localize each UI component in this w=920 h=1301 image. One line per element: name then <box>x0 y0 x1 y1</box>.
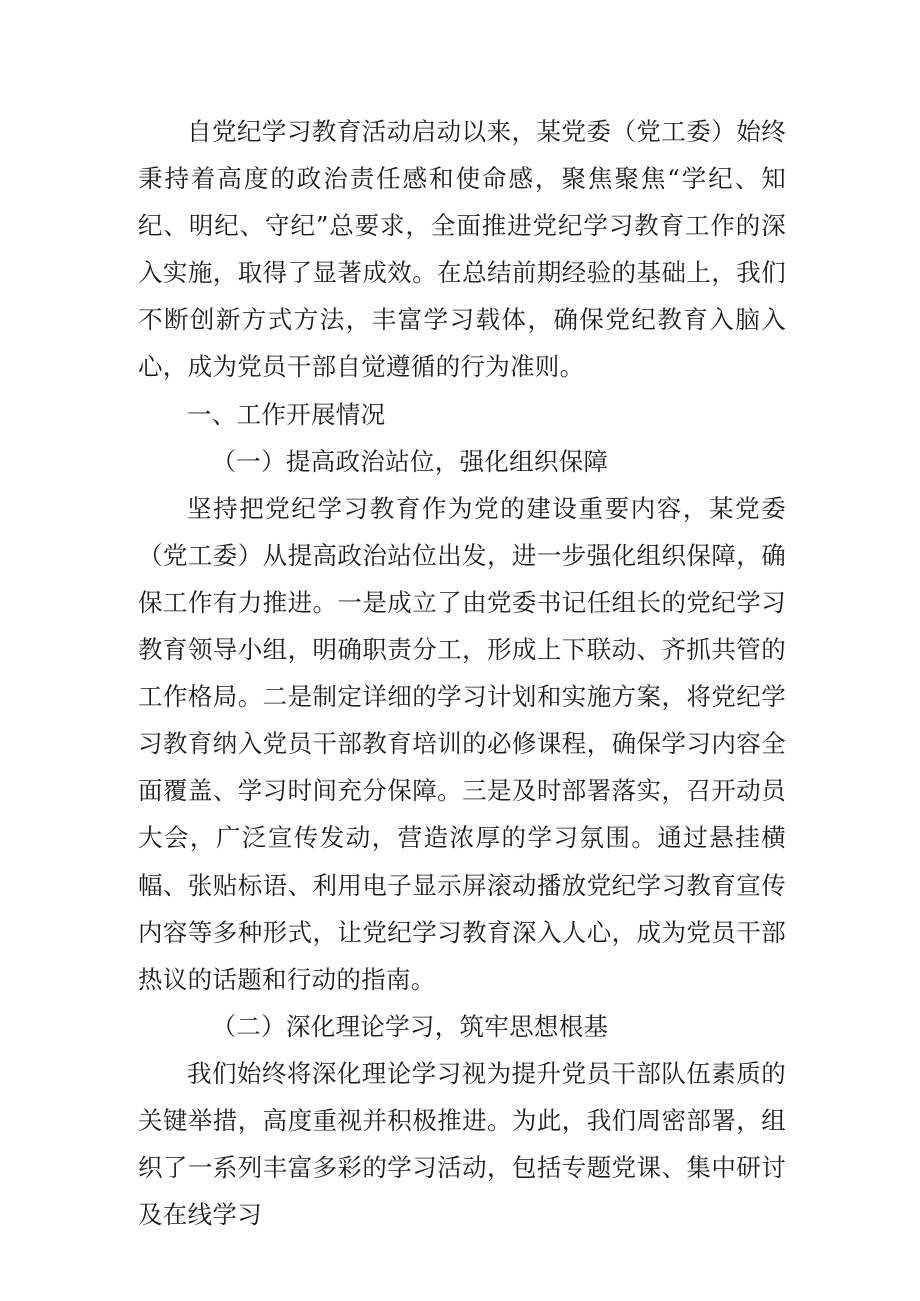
subsection-2-heading: （二）深化理论学习，筑牢思想根基 <box>211 1011 609 1041</box>
section-1-heading: 一、工作开展情况 <box>187 399 386 429</box>
intro-paragraph: 自党纪学习教育活动启动以来，某党委（党工委）始终秉持着高度的政治责任感和使命感，聚焦聚焦“学纪、知纪、明纪、守纪”总要求，全面推进党纪学习教育工作的深入实施，取得了显著成效。在总结前期经验的基础上，我们不断创新方式方法，丰富学习载体，确保党纪教育入脑入心，成为党员干部自觉遵循的行为准则。 <box>138 117 786 382</box>
subsection-2-paragraph: 我们始终将深化理论学习视为提升党员干部队伍素质的关键举措，高度重视并积极推进。为此，我们周密部署，组织了一系列丰富多彩的学习活动，包括专题党课、集中研讨及在线学习 <box>138 1058 786 1230</box>
document-body <box>138 108 786 1238</box>
subsection-1-paragraph: 坚持把党纪学习教育作为党的建设重要内容，某党委（党工委）从提高政治站位出发，进一步强化组织保障，确保工作有力推进。一是成立了由党委书记任组长的党纪学习教育领导小组，明确职责分工，形成上下联动、齐抓共管的工作格局。二是制定详细的学习计划和实施方案，将党纪学习教育纳入党员干部教育培训的必修课程，确保学习内容全面覆盖、学习时间充分保障。三是及时部署落实，召开动员大会，广泛宣传发动，营造浓厚的学习氛围。通过悬挂横幅、张贴标语、利用电子显示屏滚动播放党纪学习教育宣传内容等多种形式，让党纪学习教育深入人心，成为党员干部热议的话题和行动的指南。 <box>138 493 786 994</box>
subsection-1-heading: （一）提高政治站位，强化组织保障 <box>211 446 609 476</box>
